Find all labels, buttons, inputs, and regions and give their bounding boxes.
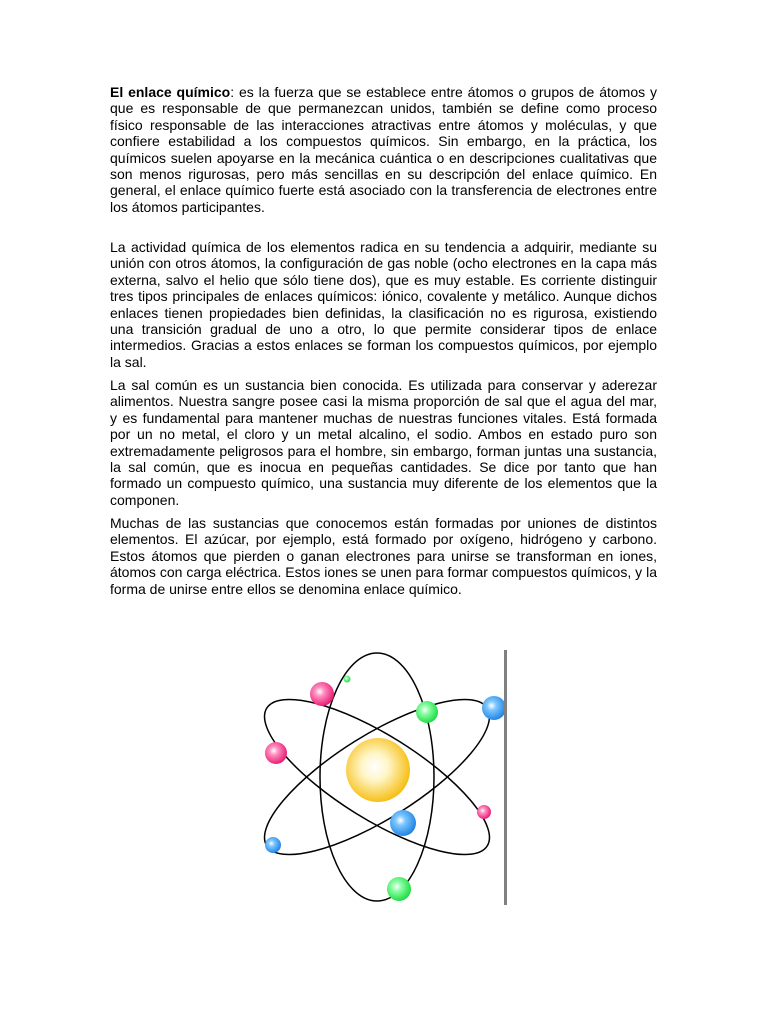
paragraph-sustancias: Muchas de las sustancias que conocemos están formadas por uniones de distintos elementos. El azúcar, por ejemplo, está formado por oxígeno, hidrógeno y carbono. Estos átomos que pierden o ganan electrones para unirse se transforman en iones, átomos con carga eléctrica. Estos iones se unen para formar compuestos químicos, y la forma de unirse entre ellos se denomina enlace químico. [110,515,657,597]
electron-green-2 [387,877,411,901]
paragraph-actividad-quimica: La actividad química de los elementos radica en su tendencia a adquirir, mediante su unión con otros átomos, la configuración de gas noble (ocho electrones en la capa más externa, salvo el helio que sólo tiene dos), que es muy estable. Es corriente distinguir tres tipos principales de enlaces químicos: iónico, covalente y metálico. Aunque dichos enlaces tienen propiedades bien definidas, la clasificación no es rigurosa, existiendo una transición gradual de uno a otro, lo que permite considerar tipos de enlace intermedios. Gracias a estos enlaces se forman los compuestos químicos, por ejemplo la sal. [110,239,657,370]
nucleus [346,738,410,802]
atom-illustration [250,645,520,910]
paragraph-sal-comun: La sal común es un sustancia bien conocida. Es utilizada para conservar y aderezar alimentos. Nuestra sangre posee casi la misma proporción de sal que el agua del mar, y es fundamental para mantener muchas de nuestras funciones vitales. Está formada por un no metal, el cloro y un metal alcalino, el sodio. Ambos en estado puro son extremadamente peligrosos para el hombre, sin embargo, forman juntas una sustancia, la sal común, que es inocua en pequeñas cantidades. Se dice por tanto que han formado un compuesto químico, una sustancia muy diferente de los elementos que la componen. [110,377,657,508]
vertical-bar [504,650,507,905]
term-enlace-quimico: El enlace químico [110,84,231,100]
electron-pink-3 [477,805,491,819]
paragraph-enlace-quimico [110,84,657,215]
electron-blue-1 [482,696,506,720]
electron-green-1 [416,701,438,723]
electron-pink-1 [310,682,334,706]
electron-blue-3 [265,837,281,853]
electron-blue-2 [390,810,416,836]
electron-green-small [344,676,351,683]
paragraph-1-text: : es la fuerza que se establece entre átomos o grupos de átomos y que es responsable de que permanezcan unidos, también se define como proceso físico responsable de las interacciones atractivas entre átomos y moléculas, y que confiere estabilidad a los compuestos químicos. Sin embargo, en la práctica, los químicos suelen apoyarse en la mecánica cuántica o en descripciones cualitativas que son menos rigurosas, pero más sencillas en su descripción del enlace químico. En general, el enlace químico fuerte está asociado con la transferencia de electrones entre los átomos participantes. [110,84,657,215]
electron-pink-2 [265,742,287,764]
